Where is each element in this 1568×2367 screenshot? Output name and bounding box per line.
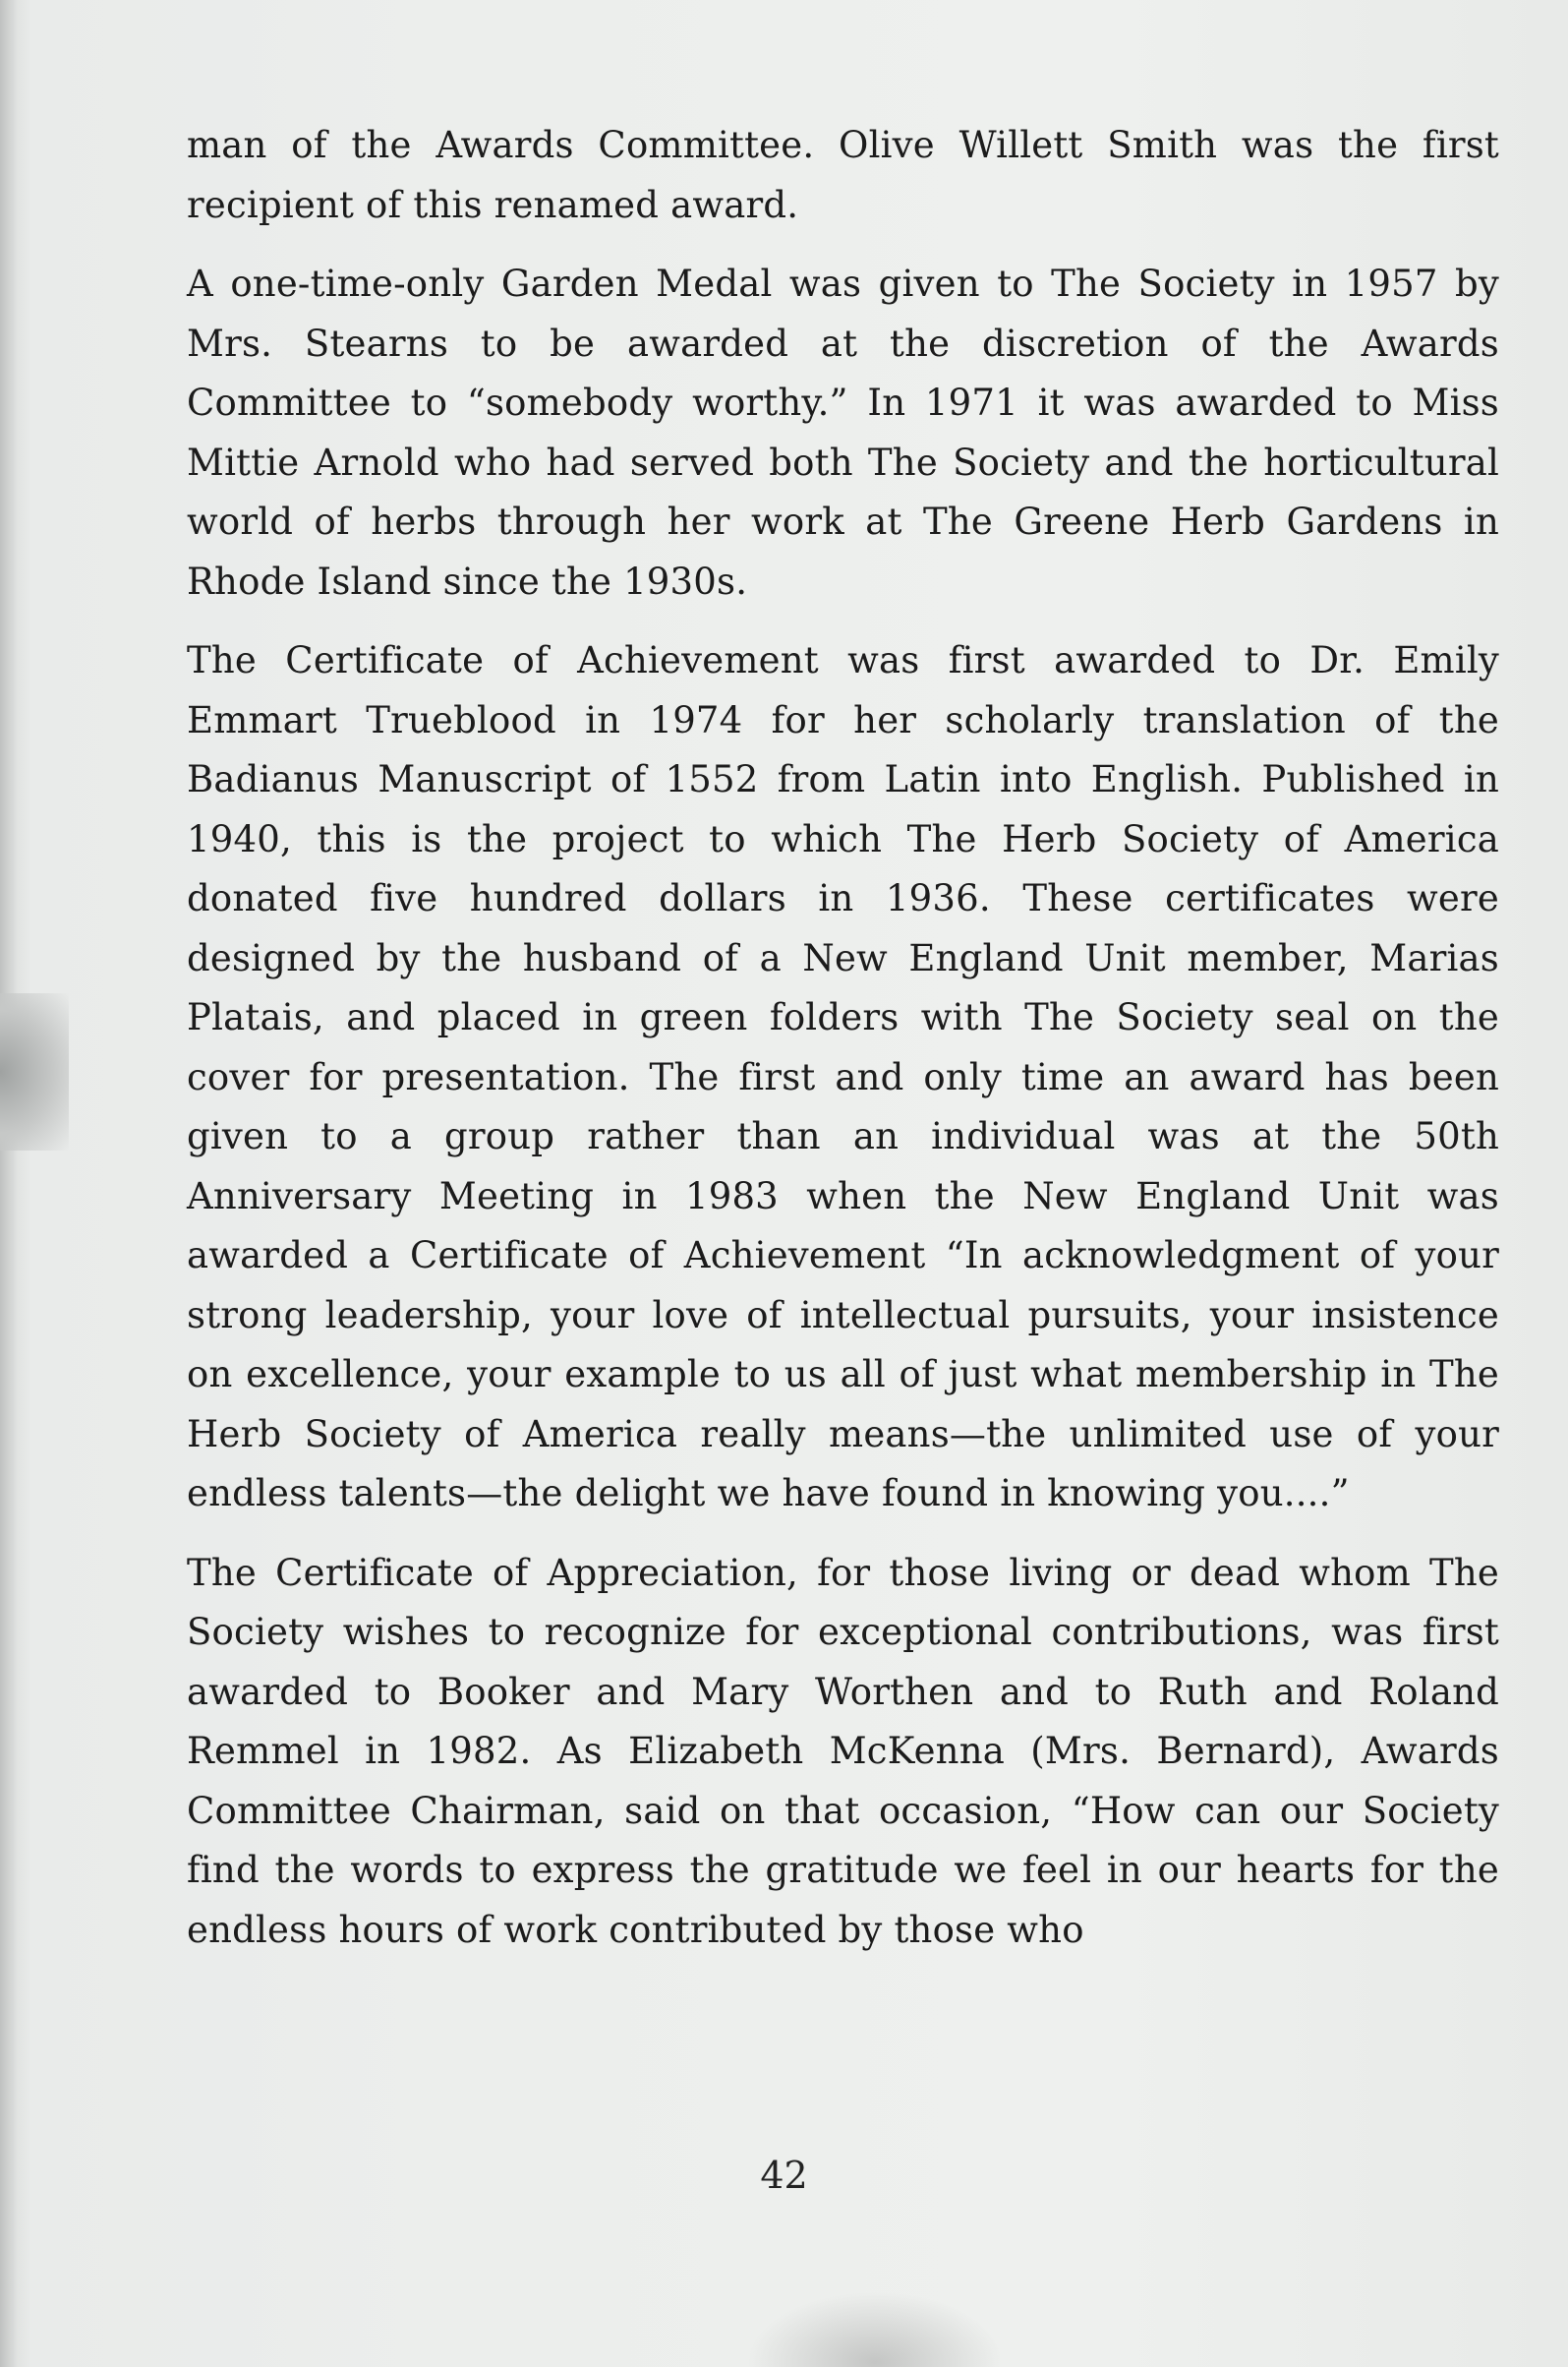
paragraph-4: The Certificate of Appreciation, for those living or dead whom The Society wishes to recognize for exceptional contributions, was first awarded to Booker and Mary Worthen and to Ruth and Roland Remmel in 1982. As Elizabeth McKenna (Mrs. Bernard), Awards Committee Chairman, said on that occasion, “How can our Society find the words to express the gratitude we feel in our hearts for the endless hours of work contributed by those who [187, 1551, 1499, 1951]
page-edge-shadow [0, 0, 18, 2367]
paragraph-3: The Certificate of Achievement was first awarded to Dr. Emily Emmart Trueblood in 1974 for her scholarly translation of the Badianus Manuscript of 1552 from Latin into English. Published in 1940, this is the project to which The Herb Society of America donated five hundred dollars in 1936. These certificates were designed by the husband of a New England Unit member, Marias Platais, and placed in green folders with The Society seal on the cover for presentation. The first and only time an award has been given to a group rather than an individual was at the 50th Anniversary Meeting in 1983 when the New England Unit was awarded a Certificate of Achievement “In acknowledgment of your strong leadership, your love of intellectual pursuits, your insistence on excellence, your example to us all of just what membership in The Herb Society of America really means—the unlimited use of your endless talents—the delight we have found in knowing you....” [187, 639, 1499, 1514]
page-number: 42 [760, 2154, 808, 2197]
bottom-shadow [747, 2291, 1003, 2367]
paragraph-2: A one-time-only Garden Medal was given to The Society in 1957 by Mrs. Stearns to be awarded at the discretion of the Awards Committee to “somebody worthy.” In 1971 it was awarded to Miss Mittie Arnold who had served both The Society and the horticultural world of herbs through her work at The Greene Herb Gardens in Rhode Island since the 1930s. [187, 263, 1499, 603]
page-edge-tab [0, 993, 69, 1151]
body-text [187, 116, 1499, 1960]
paragraph-1: man of the Awards Committee. Olive Willett Smith was the first recipient of this renamed award. [187, 124, 1499, 226]
